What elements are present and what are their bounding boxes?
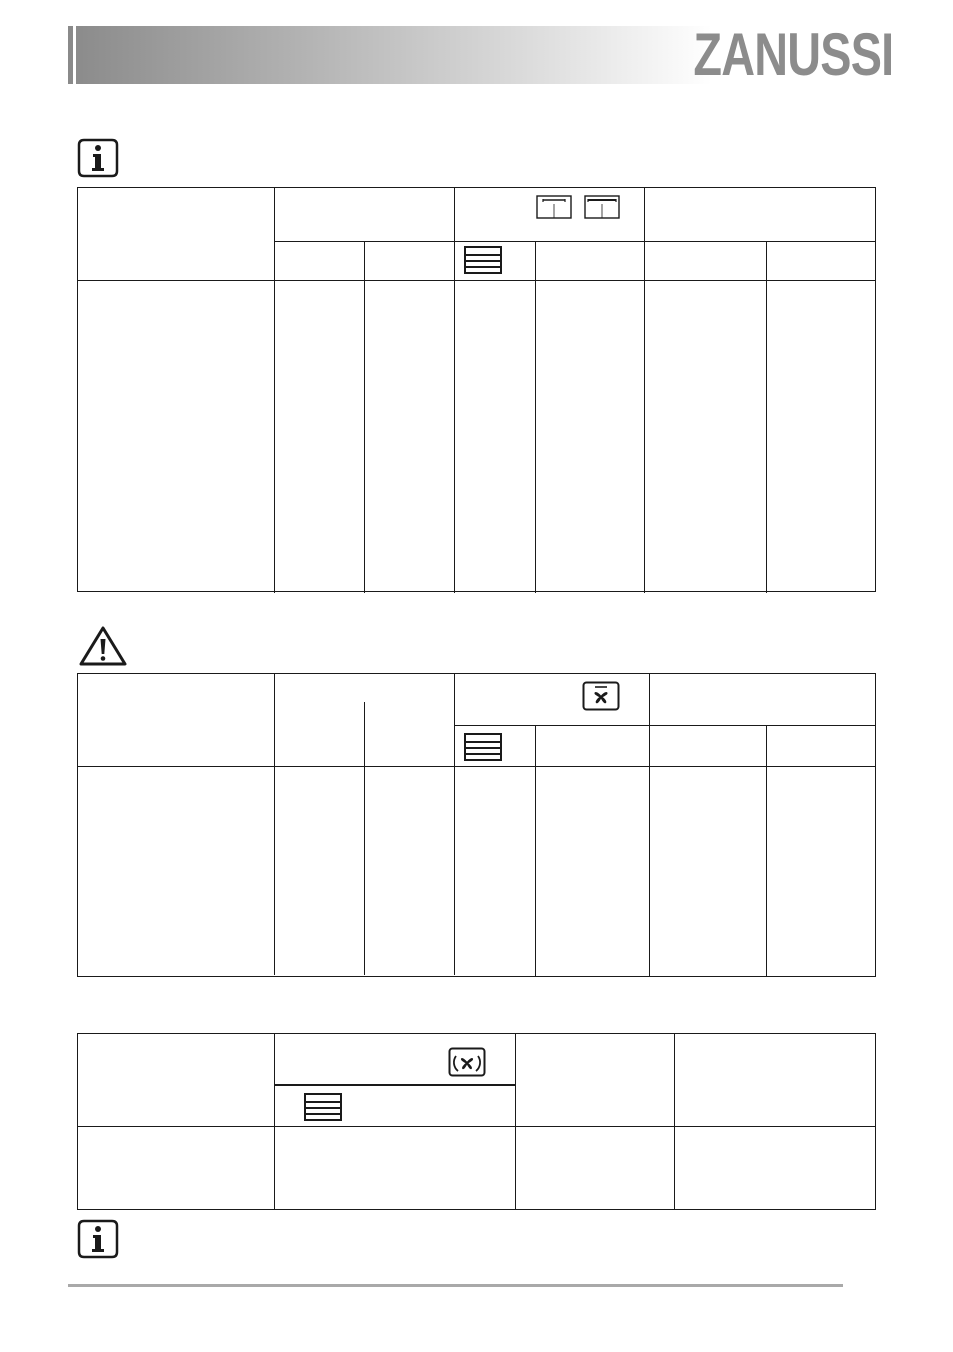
table1-header-divider (77, 280, 876, 281)
table1-col-divider (766, 241, 767, 593)
table2-col-divider (364, 702, 365, 975)
brand-logo: ZANUSSI (693, 21, 893, 88)
info-icon (76, 1218, 120, 1260)
table3-col-divider (674, 1033, 675, 1210)
table1-col-divider (535, 241, 536, 593)
table1-col-divider (274, 187, 275, 593)
table3-subheader-divider (274, 1084, 515, 1086)
table3-header-divider (77, 1126, 876, 1127)
cooking-table-fan (77, 673, 876, 977)
table1-col-divider (644, 187, 645, 593)
shelf-levels-icon (464, 733, 502, 761)
shelf-levels-icon (464, 246, 502, 274)
shelf-levels-icon (304, 1093, 342, 1121)
warning-triangle-icon (78, 625, 128, 667)
table3-col-divider (274, 1033, 275, 1210)
info-icon (76, 137, 120, 179)
table2-col-divider (535, 725, 536, 977)
table3-col-divider (515, 1033, 516, 1210)
table2-subheader-divider (454, 725, 876, 726)
table2-col-divider (766, 725, 767, 977)
fan-ring-heat-icon (448, 1047, 486, 1077)
table2-col-divider (649, 673, 650, 977)
table2-col-divider (454, 673, 455, 975)
footer-rule (68, 1284, 843, 1287)
top-bottom-heat-icon (584, 195, 620, 219)
table2-col-divider (274, 673, 275, 975)
table1-col-divider (364, 241, 365, 593)
top-bottom-heat-icon (536, 195, 572, 219)
table2-header-divider (77, 766, 876, 767)
table1-col-divider (454, 187, 455, 593)
fan-icon (582, 681, 620, 711)
